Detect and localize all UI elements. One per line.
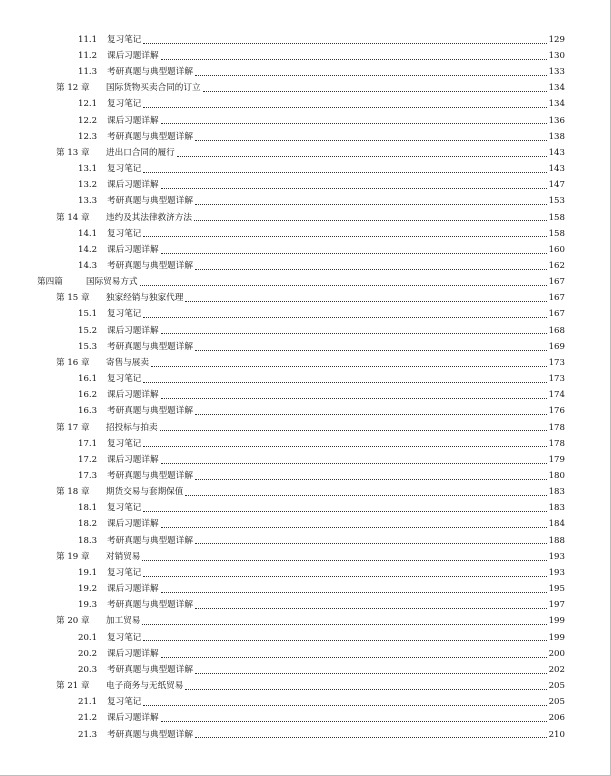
toc-entry-number: 11.1 xyxy=(78,34,98,45)
toc-entry-title: 招投标与拍卖 xyxy=(106,422,158,433)
toc-entry-title: 复习笔记 xyxy=(107,99,142,110)
dot-leader xyxy=(195,673,547,674)
toc-section-entry[interactable] xyxy=(0,662,610,678)
toc-section-entry[interactable] xyxy=(0,339,610,355)
toc-entry-title: 寄售与展卖 xyxy=(106,357,149,368)
toc-entry-page-number: 199 xyxy=(548,616,565,627)
toc-entry-title: 课后习题详解 xyxy=(107,244,159,255)
toc-entry-number: 15.1 xyxy=(78,309,98,320)
toc-section-entry[interactable] xyxy=(0,32,610,48)
toc-section-entry[interactable] xyxy=(0,581,610,597)
toc-entry-page-number: 178 xyxy=(548,438,565,449)
toc-entry-title: 课后习题详解 xyxy=(107,50,159,61)
toc-entry-page-number: 180 xyxy=(548,471,565,481)
dot-leader xyxy=(161,253,547,254)
toc-section-entry[interactable] xyxy=(0,242,610,258)
toc-entry-number: 17.2 xyxy=(78,454,98,465)
toc-entry-title: 课后习题详解 xyxy=(107,454,159,465)
toc-entry-number: 第 14 章 xyxy=(56,212,90,223)
toc-entry-page-number: 138 xyxy=(548,131,565,142)
toc-entry-number: 14.1 xyxy=(78,228,98,239)
toc-entry-title: 复习笔记 xyxy=(107,632,142,643)
toc-entry-title: 复习笔记 xyxy=(107,697,142,708)
toc-entry-title: 考研真题与典型题详解 xyxy=(107,67,193,78)
toc-entry-number: 第 19 章 xyxy=(56,551,90,562)
toc-entry-title: 课后习题详解 xyxy=(107,519,159,530)
toc-entry-page-number: 200 xyxy=(548,648,565,659)
dot-leader xyxy=(142,560,546,561)
toc-section-entry[interactable] xyxy=(0,371,610,387)
toc-entry-title: 考研真题与典型题详解 xyxy=(107,131,193,142)
dot-leader xyxy=(203,91,547,92)
dot-leader xyxy=(195,479,547,480)
toc-entry-title: 独家经销与独家代理 xyxy=(106,293,184,304)
dot-leader xyxy=(161,333,547,334)
toc-section-entry[interactable] xyxy=(0,533,610,549)
toc-entry-number: 第 20 章 xyxy=(56,616,90,627)
toc-entry-title: 考研真题与典型题详解 xyxy=(107,196,193,207)
toc-entry-page-number: 162 xyxy=(548,260,565,271)
toc-entry-number: 16.2 xyxy=(78,390,98,401)
toc-entry-page-number: 174 xyxy=(548,390,565,401)
toc-entry-title: 课后习题详解 xyxy=(107,390,159,401)
toc-section-entry[interactable] xyxy=(0,258,610,274)
toc-chapter-entry[interactable] xyxy=(0,210,610,226)
toc-entry-title: 考研真题与典型题详解 xyxy=(107,664,193,675)
toc-chapter-entry[interactable] xyxy=(0,80,610,96)
toc-entry-page-number: 173 xyxy=(548,357,565,368)
toc-section-entry[interactable] xyxy=(0,468,610,484)
dot-leader xyxy=(161,59,547,60)
dot-leader xyxy=(143,576,546,577)
dot-leader xyxy=(143,236,546,237)
dot-leader xyxy=(185,301,546,302)
toc-entry-title: 对销贸易 xyxy=(106,551,141,562)
toc-entry-page-number: 193 xyxy=(548,567,565,578)
toc-section-entry[interactable] xyxy=(0,97,610,113)
dot-leader xyxy=(143,172,546,173)
dot-leader xyxy=(143,107,546,108)
toc-entry-number: 第 17 章 xyxy=(56,422,90,433)
toc-entry-number: 第 12 章 xyxy=(56,83,90,94)
toc-chapter-entry[interactable] xyxy=(0,614,610,630)
dot-leader xyxy=(143,43,546,44)
toc-entry-number: 16.3 xyxy=(78,406,98,417)
toc-section-entry[interactable] xyxy=(0,161,610,177)
dot-leader xyxy=(160,430,547,431)
toc-entry-title: 课后习题详解 xyxy=(107,180,159,191)
toc-entry-page-number: 158 xyxy=(548,228,565,239)
toc-entry-page-number: 205 xyxy=(548,681,565,692)
dot-leader xyxy=(195,414,547,415)
toc-entry-number: 第 15 章 xyxy=(56,293,90,304)
toc-entry-number: 11.2 xyxy=(78,50,98,61)
toc-entry-title: 考研真题与典型题详解 xyxy=(107,406,193,417)
toc-entry-number: 21.2 xyxy=(78,713,98,724)
toc-entry-title: 复习笔记 xyxy=(107,503,142,514)
toc-section-entry[interactable] xyxy=(0,711,610,727)
toc-entry-number: 12.1 xyxy=(78,99,98,110)
toc-entry-number: 21.1 xyxy=(78,697,98,708)
dot-leader xyxy=(161,188,547,189)
dot-leader xyxy=(161,657,547,658)
toc-entry-page-number: 210 xyxy=(548,729,565,740)
toc-entry-number: 18.1 xyxy=(78,503,98,514)
toc-entry-number: 15.3 xyxy=(78,341,98,352)
toc-section-entry[interactable] xyxy=(0,517,610,533)
toc-entry-title: 国际货物买卖合同的订立 xyxy=(106,83,201,94)
dot-leader xyxy=(161,592,547,593)
toc-entry-page-number: 195 xyxy=(548,584,565,595)
dot-leader xyxy=(195,269,547,270)
toc-section-entry[interactable] xyxy=(0,64,610,80)
dot-leader xyxy=(161,527,547,528)
toc-chapter-entry[interactable] xyxy=(0,549,610,565)
toc-entry-page-number: 167 xyxy=(548,293,565,304)
toc-entry-title: 课后习题详解 xyxy=(107,325,159,336)
toc-chapter-entry[interactable] xyxy=(0,420,610,436)
toc-part-entry[interactable] xyxy=(0,274,610,290)
toc-entry-title: 课后习题详解 xyxy=(107,648,159,659)
toc-entry-page-number: 205 xyxy=(548,697,565,708)
toc-entry-title: 违约及其法律救济方法 xyxy=(106,212,192,223)
toc-chapter-entry[interactable] xyxy=(0,355,610,371)
dot-leader xyxy=(143,511,546,512)
toc-entry-number: 12.2 xyxy=(78,115,98,126)
dot-leader xyxy=(161,398,547,399)
toc-entry-number: 19.1 xyxy=(78,567,98,578)
toc-entry-title: 复习笔记 xyxy=(107,374,142,385)
toc-section-entry[interactable] xyxy=(0,129,610,145)
toc-entry-number: 17.3 xyxy=(78,471,98,481)
toc-entry-title: 加工贸易 xyxy=(106,616,141,627)
dot-leader xyxy=(151,366,547,367)
toc-section-entry[interactable] xyxy=(0,630,610,646)
toc-chapter-entry[interactable] xyxy=(0,678,610,694)
toc-entry-number: 17.1 xyxy=(78,438,98,449)
toc-entry-title: 复习笔记 xyxy=(107,309,142,320)
toc-entry-number: 第 18 章 xyxy=(56,487,90,498)
dot-leader xyxy=(143,317,546,318)
table-of-contents xyxy=(0,32,610,743)
dot-leader xyxy=(140,285,547,286)
dot-leader xyxy=(195,350,547,351)
toc-entry-number: 19.2 xyxy=(78,584,98,595)
toc-entry-number: 13.3 xyxy=(78,196,98,207)
toc-entry-number: 18.2 xyxy=(78,519,98,530)
toc-entry-page-number: 188 xyxy=(548,535,565,546)
toc-entry-page-number: 206 xyxy=(548,713,565,724)
toc-entry-page-number: 202 xyxy=(548,664,565,675)
toc-section-entry[interactable] xyxy=(0,307,610,323)
toc-entry-page-number: 153 xyxy=(548,196,565,207)
toc-entry-title: 考研真题与典型题详解 xyxy=(107,729,193,740)
toc-entry-title: 进出口合同的履行 xyxy=(106,147,175,158)
toc-entry-page-number: 129 xyxy=(548,34,565,45)
toc-entry-number: 20.2 xyxy=(78,648,98,659)
toc-entry-title: 复习笔记 xyxy=(107,34,142,45)
toc-entry-title: 电子商务与无纸贸易 xyxy=(106,681,184,692)
dot-leader xyxy=(177,156,547,157)
toc-entry-title: 复习笔记 xyxy=(107,567,142,578)
dot-leader xyxy=(161,463,547,464)
dot-leader xyxy=(195,75,547,76)
toc-entry-page-number: 178 xyxy=(548,422,565,433)
toc-section-entry[interactable] xyxy=(0,565,610,581)
toc-section-entry[interactable] xyxy=(0,694,610,710)
toc-entry-page-number: 173 xyxy=(548,374,565,385)
toc-entry-page-number: 179 xyxy=(548,454,565,465)
toc-chapter-entry[interactable] xyxy=(0,291,610,307)
toc-entry-page-number: 197 xyxy=(548,600,565,611)
toc-entry-page-number: 160 xyxy=(548,244,565,255)
toc-entry-page-number: 184 xyxy=(548,519,565,530)
dot-leader xyxy=(143,446,546,447)
dot-leader xyxy=(195,608,547,609)
toc-section-entry[interactable] xyxy=(0,323,610,339)
toc-entry-title: 复习笔记 xyxy=(107,438,142,449)
toc-entry-number: 15.2 xyxy=(78,325,98,336)
toc-entry-page-number: 134 xyxy=(548,99,565,110)
toc-entry-number: 14.3 xyxy=(78,260,98,271)
toc-entry-page-number: 167 xyxy=(548,309,565,320)
toc-entry-number: 16.1 xyxy=(78,374,98,385)
toc-entry-page-number: 199 xyxy=(548,632,565,643)
toc-entry-number: 13.2 xyxy=(78,180,98,191)
toc-entry-title: 复习笔记 xyxy=(107,228,142,239)
toc-entry-page-number: 134 xyxy=(548,83,565,94)
toc-entry-page-number: 168 xyxy=(548,325,565,336)
toc-entry-number: 11.3 xyxy=(78,67,98,78)
dot-leader xyxy=(195,543,547,544)
toc-entry-number: 19.3 xyxy=(78,600,98,611)
toc-entry-title: 国际贸易方式 xyxy=(86,277,138,288)
dot-leader xyxy=(161,721,547,722)
toc-entry-number: 21.3 xyxy=(78,729,98,740)
toc-entry-title: 考研真题与典型题详解 xyxy=(107,341,193,352)
toc-entry-page-number: 193 xyxy=(548,551,565,562)
dot-leader xyxy=(185,495,546,496)
toc-entry-page-number: 143 xyxy=(548,164,565,175)
toc-entry-number: 第 21 章 xyxy=(56,681,90,692)
toc-entry-page-number: 167 xyxy=(548,277,565,288)
dot-leader xyxy=(185,689,546,690)
toc-section-entry[interactable] xyxy=(0,48,610,64)
toc-section-entry[interactable] xyxy=(0,387,610,403)
dot-leader xyxy=(143,705,546,706)
toc-entry-number: 12.3 xyxy=(78,131,98,142)
toc-entry-title: 课后习题详解 xyxy=(107,115,159,126)
toc-entry-page-number: 169 xyxy=(548,341,565,352)
toc-chapter-entry[interactable] xyxy=(0,145,610,161)
toc-section-entry[interactable] xyxy=(0,226,610,242)
toc-entry-number: 第 13 章 xyxy=(56,147,90,158)
toc-entry-title: 复习笔记 xyxy=(107,164,142,175)
toc-section-entry[interactable] xyxy=(0,194,610,210)
toc-entry-title: 考研真题与典型题详解 xyxy=(107,260,193,271)
toc-section-entry[interactable] xyxy=(0,727,610,743)
toc-section-entry[interactable] xyxy=(0,177,610,193)
toc-section-entry[interactable] xyxy=(0,113,610,129)
dot-leader xyxy=(142,624,546,625)
toc-entry-number: 13.1 xyxy=(78,164,98,175)
toc-section-entry[interactable] xyxy=(0,501,610,517)
dot-leader xyxy=(195,737,547,738)
dot-leader xyxy=(143,382,546,383)
toc-entry-number: 20.1 xyxy=(78,632,98,643)
toc-entry-page-number: 183 xyxy=(548,503,565,514)
toc-entry-page-number: 176 xyxy=(548,406,565,417)
toc-entry-title: 期货交易与套期保值 xyxy=(106,487,184,498)
dot-leader xyxy=(195,140,547,141)
dot-leader xyxy=(195,204,547,205)
toc-section-entry[interactable] xyxy=(0,436,610,452)
toc-entry-title: 课后习题详解 xyxy=(107,584,159,595)
toc-entry-title: 课后习题详解 xyxy=(107,713,159,724)
toc-section-entry[interactable] xyxy=(0,452,610,468)
toc-chapter-entry[interactable] xyxy=(0,484,610,500)
toc-entry-page-number: 133 xyxy=(548,67,565,78)
toc-section-entry[interactable] xyxy=(0,597,610,613)
dot-leader xyxy=(161,123,547,124)
toc-entry-page-number: 158 xyxy=(548,212,565,223)
toc-entry-title: 考研真题与典型题详解 xyxy=(107,600,193,611)
toc-entry-number: 20.3 xyxy=(78,664,98,675)
toc-entry-number: 18.3 xyxy=(78,535,98,546)
toc-entry-number: 14.2 xyxy=(78,244,98,255)
toc-entry-page-number: 136 xyxy=(548,115,565,126)
toc-entry-number: 第四篇 xyxy=(37,277,63,288)
toc-entry-page-number: 147 xyxy=(548,180,565,191)
toc-entry-page-number: 143 xyxy=(548,147,565,158)
toc-entry-number: 第 16 章 xyxy=(56,357,90,368)
toc-section-entry[interactable] xyxy=(0,404,610,420)
toc-entry-title: 考研真题与典型题详解 xyxy=(107,535,193,546)
toc-entry-title: 考研真题与典型题详解 xyxy=(107,471,193,481)
toc-entry-page-number: 130 xyxy=(548,50,565,61)
dot-leader xyxy=(143,640,546,641)
toc-entry-page-number: 183 xyxy=(548,487,565,498)
toc-section-entry[interactable] xyxy=(0,646,610,662)
dot-leader xyxy=(194,220,547,221)
